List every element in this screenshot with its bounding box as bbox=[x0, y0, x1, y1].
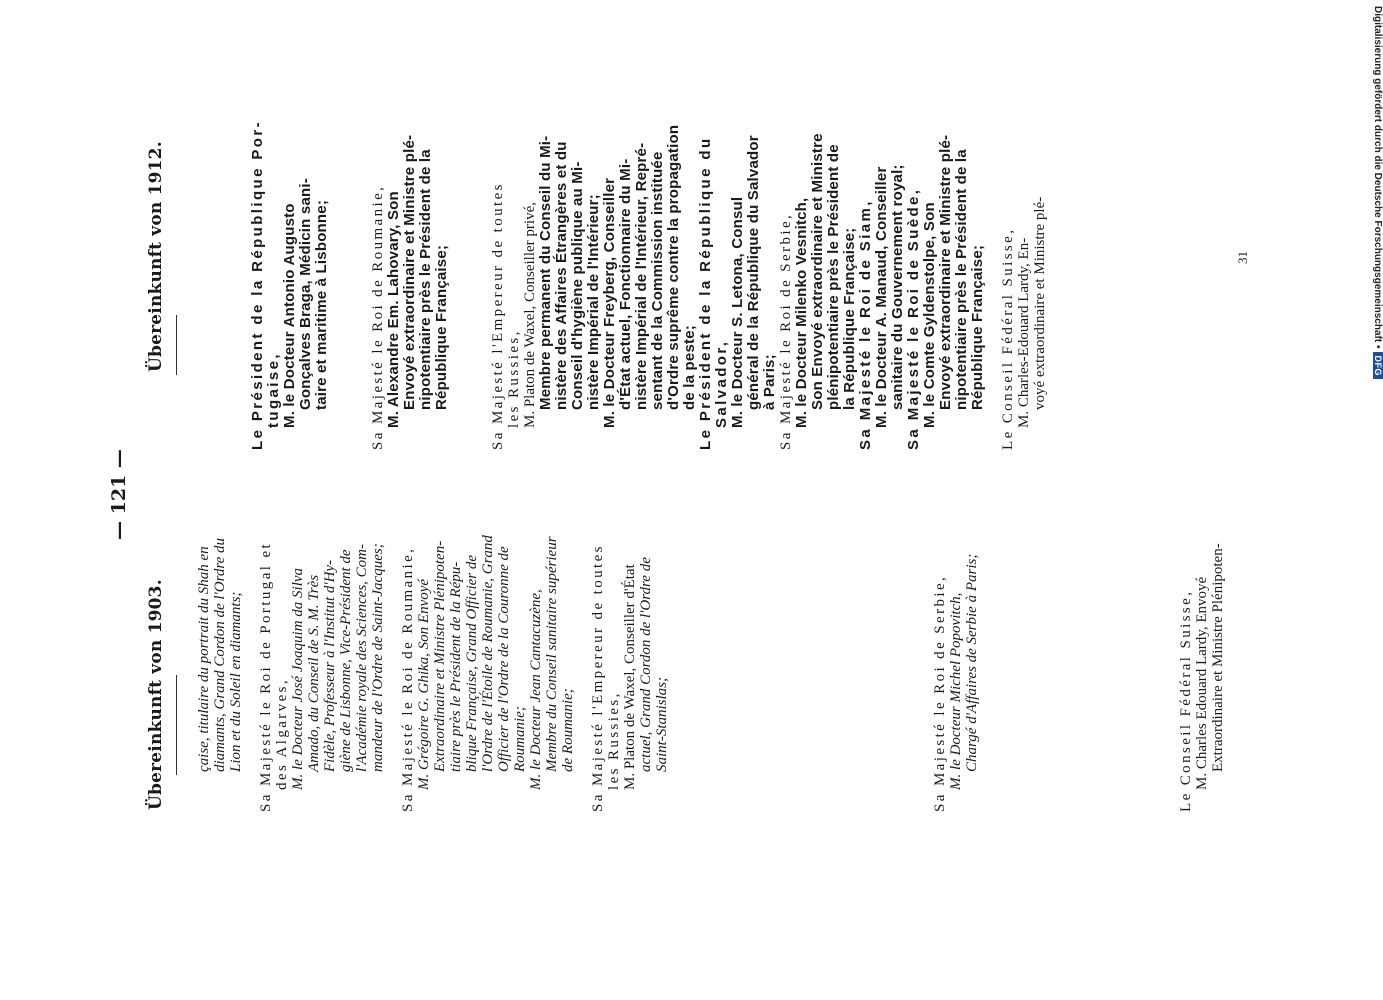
right-column-line: taire et maritime à Lisbonne; bbox=[313, 199, 330, 410]
left-column-line: Sa Majesté l'Empereur de toutes bbox=[590, 544, 606, 812]
left-column-line: blique Française, Grand Officier de bbox=[464, 554, 480, 772]
right-column-line: nistère Impérial de l'Intérieur; bbox=[585, 194, 602, 410]
right-column-line: voyé extraordinaire et Ministre plé- bbox=[1032, 196, 1048, 410]
signature-mark: 31 bbox=[1235, 251, 1250, 264]
left-column-line: Officier de l'Ordre de la Couronne de bbox=[496, 546, 512, 772]
left-serbia-line: M. le Docteur Michel Popovitch, bbox=[948, 592, 964, 790]
right-column-line: Envoyé extraordinaire et Ministre plé- bbox=[937, 134, 954, 410]
left-column-line: tiaire près le Président de la Répu- bbox=[448, 561, 464, 772]
right-column-line bbox=[470, 10, 490, 450]
left-column-line: diamants, Grand Cordon de l'Ordre du bbox=[212, 537, 228, 772]
right-column-line bbox=[450, 10, 470, 450]
right-column-line: Envoyé extraordinaire et Ministre plé- bbox=[401, 134, 418, 410]
right-column-line: Salvador, bbox=[713, 339, 730, 428]
left-column-line: Extraordinaire et Ministre Plénipoten- bbox=[432, 540, 448, 772]
right-column-line: Gonçalves Braga, Médicin sani- bbox=[297, 178, 314, 410]
header-right-title: Übereinkunft von 1912. bbox=[146, 141, 166, 372]
right-column-line bbox=[986, 10, 1000, 450]
right-column-line: Le Président de la République du bbox=[697, 136, 714, 450]
right-column-line: Membre permanent du Conseil du Mi- bbox=[537, 135, 554, 410]
right-column-line: Le Président de la République Por- bbox=[249, 120, 266, 450]
right-column-line: République Française; bbox=[969, 244, 986, 410]
footer-text: Digitalisierung gefördert durch die Deutsche Forschungsgemeinschaft • bbox=[1372, 6, 1383, 349]
left-column-line: mandeur de l'Ordre de Saint-Jacques; bbox=[370, 543, 386, 772]
left-column-line: de Roumanie; bbox=[560, 688, 576, 772]
footer-credit bbox=[1372, 6, 1383, 391]
left-column-line: des Algarves, bbox=[274, 677, 290, 790]
right-column-line: tugaise, bbox=[265, 352, 282, 428]
right-column-line: République Française; bbox=[433, 244, 450, 410]
right-column-line: à Paris; bbox=[761, 354, 778, 410]
right-column-line: M. Platon de Waxel, Conseiller privé, bbox=[522, 202, 538, 428]
right-column-line: Son Envoyé extraordinaire et Ministre bbox=[809, 133, 826, 410]
right-column-line: nipotentiaire près le Président de la bbox=[953, 149, 970, 410]
right-column bbox=[250, 10, 1048, 450]
right-column-line: M. le Docteur Milenko Vesnitch, bbox=[793, 197, 810, 428]
left-column-line: M. Platon de Waxel, Conseiller d'État bbox=[622, 564, 638, 790]
left-suisse-line: Extraordinaire et Ministre Plénipoten- bbox=[1210, 543, 1226, 772]
right-column-line: Sa Majesté le Roi de Roumanie, bbox=[370, 184, 386, 450]
right-column-line: la République Française; bbox=[841, 227, 858, 410]
left-column-line: Saint-Stanislas; bbox=[654, 676, 670, 772]
page-number: — 121 — bbox=[108, 449, 130, 540]
left-column-line: Sa Majesté le Roi de Roumanie, bbox=[400, 546, 416, 812]
right-column-line: nistère des Affaires Étrangères et du bbox=[553, 141, 570, 410]
left-column-line: l'Académie royale des Sciences, Com- bbox=[354, 544, 370, 772]
left-column-line: les Russies, bbox=[606, 691, 622, 790]
right-column-line: Sa Majesté l'Empereur de toutes bbox=[490, 182, 506, 450]
left-column-line: Roumanie; bbox=[512, 706, 528, 772]
right-column-line: nistère Impérial de l'Intérieur, Repré- bbox=[633, 142, 650, 410]
left-column-line: l'Ordre de l'Étoile de Roumanie, Grand bbox=[480, 535, 496, 772]
right-column-line: Sa Majesté le Roi de Suède, bbox=[905, 187, 922, 450]
right-column-line: M. Alexandre Em. Lahovary, Son bbox=[385, 191, 402, 428]
left-suisse-line: M. Charles Edouard Lardy, Envoyé bbox=[1194, 576, 1210, 790]
header-left-rule bbox=[176, 675, 177, 775]
left-column-line: Sa Majesté le Roi de Portugal et bbox=[258, 541, 274, 812]
right-column-line: général de la République du Salvador bbox=[745, 135, 762, 410]
right-column-line: M. Charles-Edouard Lardy, En- bbox=[1016, 237, 1032, 428]
left-column-line: Amado, du Conseil de S. M. Très bbox=[306, 574, 322, 772]
right-column-line: nipotentiaire près le Président de la bbox=[417, 149, 434, 410]
left-column-line: Membre du Conseil sanitaire supérieur bbox=[544, 536, 560, 772]
right-column-line: plénipotentiaire près le Président de bbox=[825, 144, 842, 410]
right-column-line: d'État actuel, Fonctionnaire du Mi- bbox=[617, 158, 634, 410]
left-serbia-line: Sa Majesté le Roi de Serbie, bbox=[932, 574, 948, 812]
right-column-line: M. le Docteur S. Letona, Consul bbox=[729, 196, 746, 428]
left-column-suisse bbox=[1178, 382, 1226, 812]
right-column-line: de la peste; bbox=[681, 325, 698, 410]
left-column-line: Fidèle, Professeur à l'Institut d'Hy- bbox=[322, 559, 338, 772]
right-column-line: M. le Comte Gyldenstolpe, Son bbox=[921, 202, 938, 428]
header-right-rule bbox=[176, 315, 177, 375]
right-column-line: Sa Majesté le Roi de Siam, bbox=[857, 199, 874, 450]
right-column-line bbox=[330, 10, 350, 450]
right-column-line: Sa Majesté le Roi de Serbie, bbox=[778, 212, 794, 450]
header-left-title: Übereinkunft von 1903. bbox=[146, 579, 166, 810]
left-column-line: M. Grégoire G. Ghika, Son Envoyé bbox=[416, 578, 432, 790]
right-column-line: M. le Docteur Antonio Augusto bbox=[281, 203, 298, 428]
dfg-logo: DFG bbox=[1373, 352, 1383, 379]
left-column-line: M. le Docteur José Joaquim da Silva bbox=[290, 567, 306, 790]
left-suisse-line: Le Conseil Fédéral Suisse, bbox=[1178, 589, 1194, 812]
left-column-line: actuel, Grand Cordon de l'Ordre de bbox=[638, 557, 654, 772]
left-serbia-line: Chargé d'Affaires de Serbie à Paris; bbox=[964, 553, 980, 772]
left-column-line: M. le Docteur Jean Cantacuzène, bbox=[528, 589, 544, 790]
right-column-line bbox=[350, 10, 370, 450]
right-column-line: sanitaire du Gouvernement royal; bbox=[889, 164, 906, 410]
right-column-line: sentant de la Commission instituée bbox=[649, 151, 666, 410]
right-column-line: les Russies, bbox=[506, 329, 522, 428]
right-column-line: M. le Docteur A. Manaud, Conseiller bbox=[873, 166, 890, 428]
left-column-line: çaise, titulaire du portrait du Shah en bbox=[196, 546, 212, 772]
right-column-line: M. le Docteur Freyberg, Conseiller bbox=[601, 177, 618, 428]
right-column-line: d'Ordre suprême contre la propagation bbox=[665, 124, 682, 410]
left-column-line: giène de Lisbonne, Vice-Président de bbox=[338, 549, 354, 772]
right-column-line: Le Conseil Fédéral Suisse, bbox=[1000, 227, 1016, 450]
right-column-line: Conseil d'hygiène publique au Mi- bbox=[569, 161, 586, 410]
left-column-line: Lion et du Soleil en diamants; bbox=[228, 591, 244, 772]
